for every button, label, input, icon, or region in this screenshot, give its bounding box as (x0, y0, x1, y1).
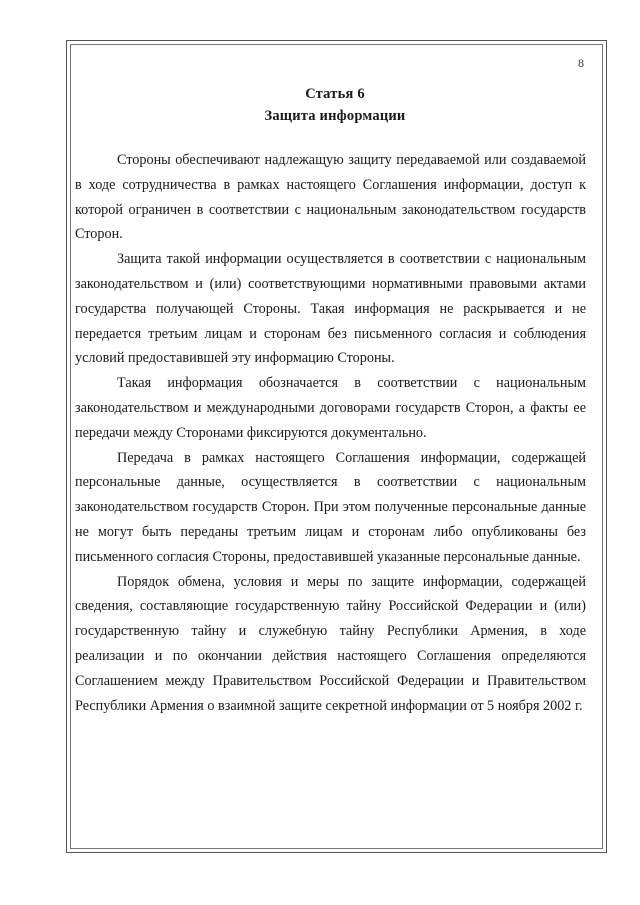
paragraph-1: Стороны обеспечивают надлежащую защиту передаваемой или создаваемой в ходе сотрудничества в рамках настоящего Соглашения информации, доступ к которой ограничен в соответствии с национальным законодательством государств Сторон. (75, 152, 586, 243)
paragraph-3: Такая информация обозначается в соответствии с национальным законодательством и международными договорами государств Сторон, а факты ее передачи между Сторонами фиксируются документально. (75, 375, 586, 441)
paragraph-4: Передача в рамках настоящего Соглашения информации, содержащей персональные данные, осуществляется в соответствии с национальным законодательством государств Сторон. При этом полученные персональные данные не могут быть переданы третьим лицам и сторонам либо опубликованы без письменного согласия Стороны, предоставившей указанные персональные данные. (75, 449, 586, 565)
article-body (75, 148, 586, 718)
page-number: 8 (578, 56, 584, 70)
article-title: Защита информации (264, 108, 406, 124)
paragraph-5: Порядок обмена, условия и меры по защите информации, содержащей сведения, составляющие государственную тайну Российской Федерации и (или) государственную тайну и служебную тайну Республики Армения, в ходе реализации и по окончании действия настоящего Соглашения определяются Соглашением между Правительством Российской Федерации и Правительством Республики Армения о взаимной защите секретной информации от 5 ноября 2002 г. (75, 573, 586, 714)
paragraph-2: Защита такой информации осуществляется в соответствии с национальным законодательством и (или) соответствующими нормативными правовыми актами государства получающей Стороны. Такая информация не раскрывается и не передается третьим лицам и сторонам без письменного согласия и соблюдения условий предоставившей эту информацию Стороны. (75, 251, 586, 367)
article-label: Статья 6 (305, 86, 365, 102)
